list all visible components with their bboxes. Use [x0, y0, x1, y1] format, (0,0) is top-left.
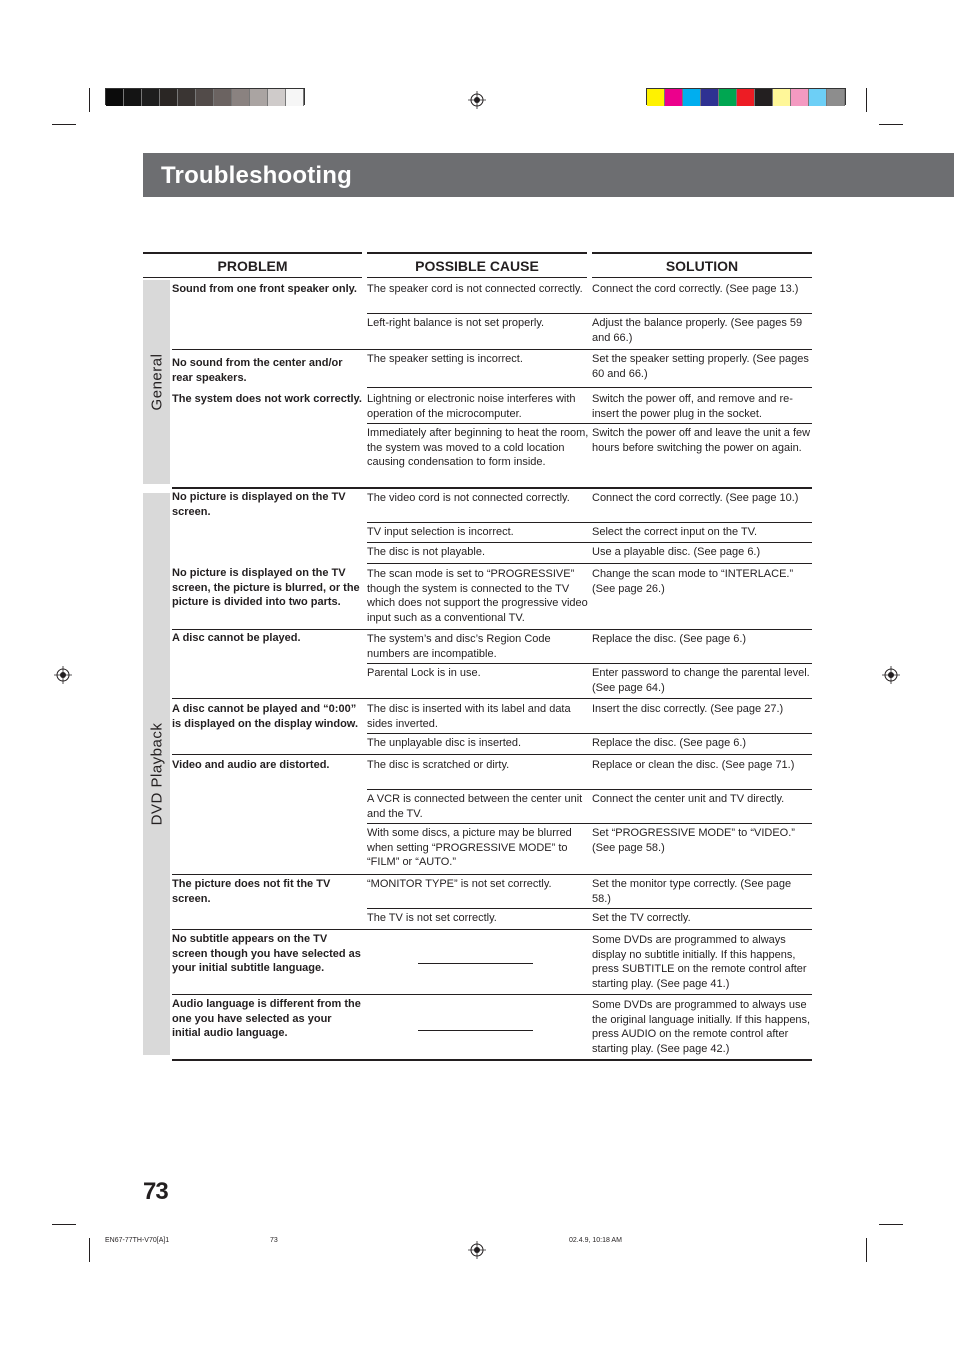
row-divider	[172, 874, 812, 875]
section-label-dvd: DVD Playback	[148, 722, 165, 826]
color-swatch	[719, 89, 737, 106]
row-divider	[367, 542, 812, 543]
color-swatch	[160, 89, 178, 106]
solution-item: Set “PROGRESSIVE MODE” to “VIDEO.” (See page 58.)	[592, 827, 795, 854]
row-divider	[367, 522, 812, 523]
page-title: Troubleshooting	[161, 162, 352, 189]
crop-mark	[52, 1224, 76, 1225]
solution-item: Use a playable disc. (See page 6.)	[592, 546, 761, 558]
row-divider	[367, 313, 812, 314]
problem-item: The system does not work correctly.	[172, 393, 362, 405]
cause-item: The disc is not playable.	[367, 546, 486, 558]
registration-mark-icon	[468, 91, 486, 109]
cause-item: The speaker setting is incorrect.	[367, 353, 523, 365]
solution-item: Change the scan mode to “INTERLACE.” (See page 26.)	[592, 568, 794, 595]
footer-date: 02.4.9, 10:18 AM	[569, 1237, 622, 1244]
no-cause-dash	[418, 1030, 533, 1031]
solution-item: Replace or clean the disc. (See page 71.)	[592, 759, 795, 771]
section-band-dvd	[143, 493, 170, 1055]
section-band-general	[143, 280, 170, 484]
problem-item: No picture is displayed on the TV screen.	[172, 491, 346, 518]
problem-item: A disc cannot be played.	[172, 632, 301, 644]
color-swatch	[755, 89, 773, 106]
row-divider	[367, 733, 812, 734]
cause-item: The unplayable disc is inserted.	[367, 737, 522, 749]
solution-item: Adjust the balance properly. (See pages 59 and 66.)	[592, 317, 803, 344]
color-swatch	[701, 89, 719, 106]
color-swatch	[178, 89, 196, 106]
row-divider	[367, 789, 812, 790]
cause-item: The system’s and disc’s Region Code numbers are incompatible.	[367, 633, 551, 660]
cause-item: Lightning or electronic noise interferes with operation of the microcomputer.	[367, 393, 576, 420]
problem-item: No subtitle appears on the TV screen though you have selected as your initial subtitle language.	[172, 933, 361, 974]
solution-item: Set the monitor type correctly. (See page 58.)	[592, 878, 792, 905]
solution-item: Replace the disc. (See page 6.)	[592, 737, 747, 749]
color-swatch	[214, 89, 232, 106]
color-swatch	[232, 89, 250, 106]
color-swatch	[106, 89, 124, 106]
row-divider	[367, 908, 812, 909]
solution-item: Connect the cord correctly. (See page 10.)	[592, 492, 799, 504]
color-swatch	[196, 89, 214, 106]
problem-item: No picture is displayed on the TV screen, the picture is blurred, or the picture is divided into two parts.	[172, 567, 360, 608]
crop-mark	[89, 1238, 90, 1262]
color-swatch	[647, 89, 665, 106]
problem-item: A disc cannot be played and “0:00” is displayed on the display window.	[172, 703, 359, 730]
crop-mark	[89, 88, 90, 112]
registration-mark-icon	[882, 666, 900, 684]
crop-mark	[866, 1238, 867, 1262]
problem-item: The picture does not fit the TV screen.	[172, 878, 331, 905]
row-divider	[172, 349, 812, 350]
color-swatch	[142, 89, 160, 106]
cause-item: The TV is not set correctly.	[367, 912, 497, 924]
cause-column-header: POSSIBLE CAUSE	[367, 252, 587, 278]
registration-mark-icon	[54, 666, 72, 684]
solution-item: Connect the center unit and TV directly.	[592, 793, 785, 805]
solution-item: Set the TV correctly.	[592, 912, 691, 924]
row-divider	[367, 563, 812, 564]
color-swatch	[791, 89, 809, 106]
registration-mark-icon	[468, 1241, 486, 1259]
color-swatch	[124, 89, 142, 106]
color-swatch	[665, 89, 683, 106]
grayscale-color-bar	[105, 88, 305, 105]
cause-item: The disc is scratched or dirty.	[367, 759, 510, 771]
cause-item: “MONITOR TYPE” is not set correctly.	[367, 878, 552, 890]
solution-item: Connect the cord correctly. (See page 13.)	[592, 283, 799, 295]
row-divider	[367, 663, 812, 664]
solution-item: Switch the power off, and remove and re-insert the power plug in the socket.	[592, 393, 793, 420]
row-divider	[172, 754, 812, 755]
no-cause-dash	[418, 963, 533, 964]
solution-item: Switch the power off and leave the unit a few hours before switching the power on again.	[592, 427, 811, 454]
problem-item: Video and audio are distorted.	[172, 759, 330, 771]
row-divider	[172, 994, 812, 995]
row-divider	[367, 823, 812, 824]
title-bar	[143, 153, 954, 197]
cause-item: The speaker cord is not connected correctly.	[367, 283, 583, 295]
problem-item: No sound from the center and/or rear speakers.	[172, 357, 343, 384]
footer-filename: EN67-77TH-V70[A]1	[105, 1237, 170, 1244]
color-swatch	[827, 89, 845, 106]
table-bottom-rule	[172, 1059, 812, 1061]
crop-mark	[52, 124, 76, 125]
cause-item: Immediately after beginning to heat the room, the system was moved to a cold location causing condensation to form inside.	[367, 427, 589, 468]
section-label-general: General	[148, 353, 165, 411]
color-swatch	[286, 89, 304, 106]
cause-item: Left-right balance is not set properly.	[367, 317, 545, 329]
row-divider	[367, 423, 812, 424]
crop-mark	[879, 124, 903, 125]
crop-mark	[879, 1224, 903, 1225]
cause-item: The disc is inserted with its label and data sides inverted.	[367, 703, 571, 730]
cause-item: With some discs, a picture may be blurred when setting “PROGRESSIVE MODE” to “FILM” or “AUTO.”	[367, 827, 572, 868]
cause-item: A VCR is connected between the center unit and the TV.	[367, 793, 583, 820]
solution-item: Set the speaker setting properly. (See pages 60 and 66.)	[592, 353, 809, 380]
page-number: 73	[143, 1178, 168, 1205]
problem-item: Sound from one front speaker only.	[172, 283, 357, 295]
row-divider	[367, 387, 812, 388]
solution-item: Replace the disc. (See page 6.)	[592, 633, 747, 645]
solution-column-header: SOLUTION	[592, 252, 812, 278]
color-swatch	[809, 89, 827, 106]
cause-item: Parental Lock is in use.	[367, 667, 481, 679]
row-divider	[172, 698, 812, 699]
solution-item: Some DVDs are programmed to always use the original language initially. If this happens, press AUDIO on the remote control after starting play. (See page 42.)	[592, 999, 811, 1055]
section-divider	[172, 487, 812, 489]
row-divider	[172, 629, 812, 630]
color-swatch	[250, 89, 268, 106]
process-color-bar	[646, 88, 846, 105]
cause-item: TV input selection is incorrect.	[367, 526, 514, 538]
color-swatch	[268, 89, 286, 106]
solution-item: Enter password to change the parental level. (See page 64.)	[592, 667, 810, 694]
solution-item: Insert the disc correctly. (See page 27.)	[592, 703, 784, 715]
solution-item: Some DVDs are programmed to always display no subtitle initially. If this happens, press SUBTITLE on the remote control after starting play. (See page 41.)	[592, 934, 807, 990]
row-divider	[172, 929, 812, 930]
color-swatch	[683, 89, 701, 106]
cause-item: The scan mode is set to “PROGRESSIVE” though the system is connected to the TV which does not support the progressive video input such as a conventional TV.	[367, 568, 588, 624]
color-swatch	[737, 89, 755, 106]
cause-item: The video cord is not connected correctly.	[367, 492, 570, 504]
crop-mark	[866, 88, 867, 112]
problem-column-header: PROBLEM	[143, 252, 362, 278]
color-swatch	[773, 89, 791, 106]
footer-page: 73	[270, 1237, 278, 1244]
solution-item: Select the correct input on the TV.	[592, 526, 758, 538]
problem-item: Audio language is different from the one you have selected as your initial audio language.	[172, 998, 361, 1039]
